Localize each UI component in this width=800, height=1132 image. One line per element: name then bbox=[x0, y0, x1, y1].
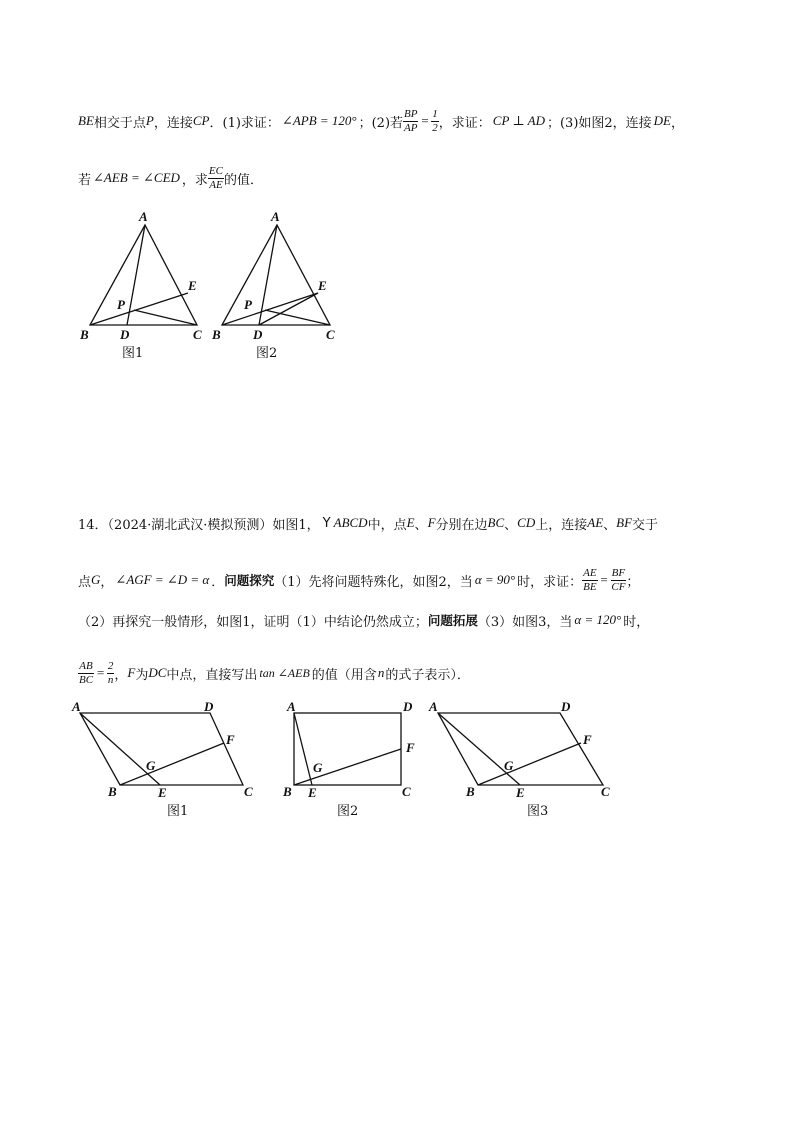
frac-den: 2 bbox=[432, 121, 438, 134]
label-a: A bbox=[287, 699, 296, 714]
text: 相交于点 bbox=[93, 115, 146, 131]
label-f: F bbox=[583, 732, 592, 747]
text: 若 bbox=[78, 172, 92, 188]
text: 中点，直接写出 bbox=[166, 667, 258, 683]
label-g: G bbox=[504, 758, 514, 773]
frac-den: AE bbox=[209, 178, 223, 191]
caption-fig1: 图1 bbox=[167, 804, 189, 819]
text: 的值． bbox=[223, 172, 263, 188]
label-a: A bbox=[429, 699, 438, 714]
text: = bbox=[420, 113, 430, 128]
label-c: C bbox=[244, 784, 253, 799]
text: ，连接 bbox=[153, 115, 193, 131]
text: 时， bbox=[623, 614, 650, 630]
text: ，求证： bbox=[438, 115, 491, 131]
problem-number: 14．（2024·湖北武汉·模拟预测）如图1， bbox=[78, 517, 320, 533]
text: 上，连接 bbox=[535, 517, 588, 533]
label-e: E bbox=[158, 785, 167, 800]
label-c: C bbox=[402, 784, 411, 799]
label-c: C bbox=[326, 327, 335, 342]
text: F bbox=[427, 515, 436, 530]
text: E bbox=[406, 515, 415, 530]
label-d: D bbox=[561, 699, 571, 714]
label-d: D bbox=[253, 327, 263, 342]
text: DC bbox=[148, 665, 167, 680]
text: ∠AGF = ∠D = α bbox=[115, 572, 210, 587]
text: 分别在边 bbox=[435, 517, 488, 533]
frac-den: BC bbox=[79, 673, 94, 686]
label-p: P bbox=[244, 297, 252, 312]
frac-num: BP bbox=[404, 107, 418, 120]
label-a: A bbox=[139, 209, 148, 224]
text: α = 90° bbox=[474, 572, 516, 587]
text: 点 bbox=[78, 574, 92, 590]
text: CP ⊥ AD bbox=[492, 113, 545, 128]
text: ； bbox=[626, 574, 640, 590]
text: BE bbox=[78, 113, 94, 128]
text: ，求 bbox=[181, 172, 208, 188]
text: n bbox=[377, 665, 385, 680]
label-f: F bbox=[226, 732, 235, 747]
text: ；(3)如图2，连接 bbox=[546, 115, 652, 131]
text: 的值（用含 bbox=[311, 667, 377, 683]
segment-ae bbox=[438, 713, 520, 785]
text: ；(2)若 bbox=[358, 115, 404, 131]
label-b: B bbox=[283, 784, 292, 799]
text: AE bbox=[587, 515, 604, 530]
caption-fig2: 图2 bbox=[256, 346, 278, 361]
text: CD bbox=[517, 515, 536, 530]
label-a: A bbox=[271, 209, 280, 224]
text: 中，点 bbox=[367, 517, 407, 533]
text: 、 bbox=[414, 517, 428, 533]
text: ．(1)求证： bbox=[209, 115, 280, 131]
label-e: E bbox=[516, 785, 525, 800]
frac-den: AP bbox=[404, 121, 418, 134]
text: ， bbox=[114, 667, 128, 683]
frac-den: CF bbox=[611, 580, 626, 593]
text: ABCD bbox=[333, 515, 368, 530]
text: DE bbox=[653, 113, 672, 128]
bold-heading: 问题探究 bbox=[224, 573, 275, 588]
frac-num: 1 bbox=[432, 107, 438, 120]
caption-fig3: 图3 bbox=[527, 804, 549, 819]
segment-bf bbox=[478, 743, 581, 785]
text: （1）先将问题特殊化，如图2，当 bbox=[274, 574, 473, 590]
text: 的式子表示）． bbox=[385, 667, 470, 683]
text: 、 bbox=[603, 517, 617, 533]
text: ∠AEB = ∠CED bbox=[93, 170, 180, 185]
label-e: E bbox=[188, 278, 197, 293]
label-d: D bbox=[204, 699, 214, 714]
parallelogram-symbol: Y bbox=[322, 515, 331, 531]
label-b: B bbox=[466, 784, 475, 799]
parallelogram-abcd bbox=[438, 713, 603, 785]
text: P bbox=[145, 113, 154, 128]
text: ， bbox=[100, 574, 114, 590]
text: 为 bbox=[135, 667, 149, 683]
text: ∠APB = 120° bbox=[281, 113, 357, 128]
label-g: G bbox=[146, 758, 156, 773]
text: 时，求证： bbox=[517, 574, 583, 590]
text: ． bbox=[211, 574, 225, 590]
caption-fig2: 图2 bbox=[337, 804, 359, 819]
label-c: C bbox=[193, 327, 202, 342]
text: CP bbox=[192, 113, 210, 128]
frac-num: AE bbox=[583, 566, 597, 579]
text: tan ∠AEB bbox=[259, 665, 310, 680]
frac-num: 2 bbox=[107, 659, 114, 672]
label-c: C bbox=[601, 784, 610, 799]
text: BC bbox=[487, 515, 505, 530]
text: F bbox=[127, 665, 136, 680]
text: = bbox=[599, 572, 609, 587]
label-a: A bbox=[72, 699, 81, 714]
label-f: F bbox=[406, 740, 415, 755]
label-p: P bbox=[117, 297, 125, 312]
label-e: E bbox=[308, 785, 317, 800]
caption-fig1: 图1 bbox=[122, 346, 144, 361]
frac-num: BF bbox=[611, 566, 626, 579]
label-g: G bbox=[313, 760, 323, 775]
text: 、 bbox=[504, 517, 518, 533]
label-d: D bbox=[120, 327, 130, 342]
label-b: B bbox=[80, 327, 89, 342]
text: （2）再探究一般情形，如图1，证明（1）中结论仍然成立； bbox=[78, 614, 428, 630]
label-b: B bbox=[108, 784, 117, 799]
text: （3）如图3，当 bbox=[477, 614, 573, 630]
bold-heading: 问题拓展 bbox=[427, 613, 478, 628]
label-d: D bbox=[403, 699, 413, 714]
text: ， bbox=[671, 115, 685, 131]
text: α = 120° bbox=[574, 612, 622, 627]
frac-num: EC bbox=[208, 164, 223, 177]
text: = bbox=[96, 665, 105, 680]
text: G bbox=[91, 572, 101, 587]
label-e: E bbox=[318, 278, 327, 293]
frac-num: AB bbox=[79, 659, 93, 672]
label-b: B bbox=[212, 327, 221, 342]
frac-den: BE bbox=[583, 580, 597, 593]
text: BF bbox=[616, 515, 633, 530]
text: 交于 bbox=[632, 517, 659, 533]
frac-den: n bbox=[107, 673, 114, 686]
